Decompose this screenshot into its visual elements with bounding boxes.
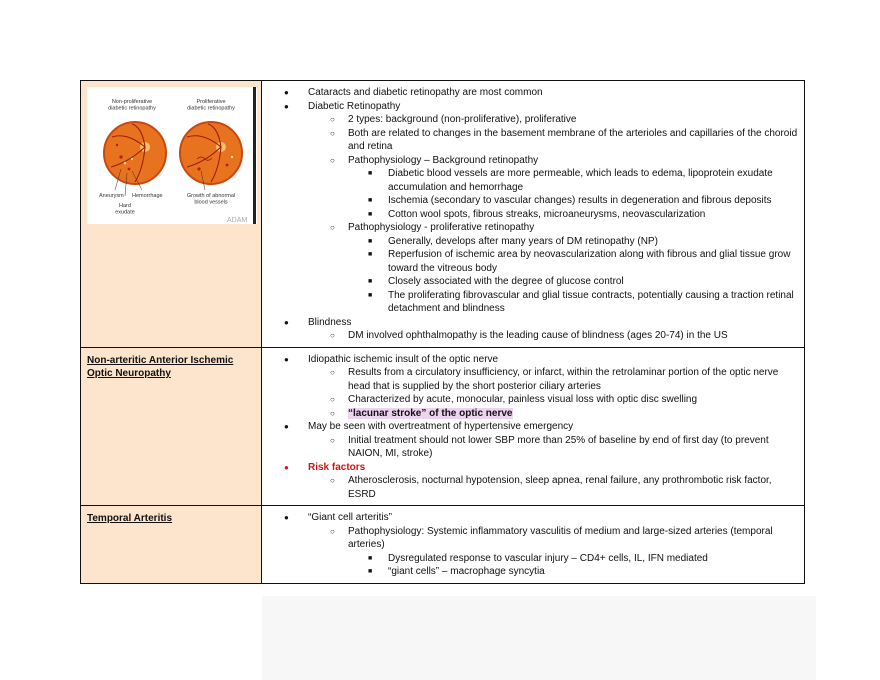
watermark: ADAM xyxy=(227,217,248,224)
list-item xyxy=(348,167,798,194)
list-item xyxy=(262,86,798,100)
list-item-text: Atherosclerosis, nocturnal hypotension, sleep apnea, renal failure, any prothrombotic risk factor, ESRD xyxy=(348,475,772,500)
list-item xyxy=(308,127,798,154)
row-header-cell xyxy=(81,81,262,348)
left-retina xyxy=(104,122,166,184)
list-item-text: Initial treatment should not lower SBP more than 25% of baseline by end of first day (to prevent NAION, MI, stroke) xyxy=(348,434,769,459)
sub-list xyxy=(308,474,798,501)
label-aneurysm: Aneurysm xyxy=(99,193,124,199)
list-item-text: Generally, develops after many years of DM retinopathy (NP) xyxy=(388,235,658,247)
list-item xyxy=(262,461,798,502)
list-item xyxy=(308,393,798,407)
list-item xyxy=(348,275,798,289)
list-item xyxy=(308,329,798,343)
table-row xyxy=(81,81,805,348)
list-item xyxy=(262,316,798,343)
bullet-list xyxy=(262,81,804,347)
list-item xyxy=(308,434,798,461)
list-item xyxy=(348,194,798,208)
row-label-naion: Non-arteritic Anterior Ischemic Optic Neuropathy xyxy=(87,354,234,379)
list-item xyxy=(308,154,798,222)
list-item xyxy=(308,366,798,393)
bullet-list xyxy=(262,348,804,506)
list-item xyxy=(308,407,798,421)
left-title: Non-proliferative diabetic retinopathy xyxy=(108,99,156,112)
list-item-text: Both are related to changes in the basement membrane of the arterioles and capillaries of the choroid and retina xyxy=(348,127,798,152)
row-content-cell xyxy=(262,81,805,348)
right-retina xyxy=(180,122,242,184)
list-item-text: Dysregulated response to vascular injury – CD4+ cells, IL, IFN mediated xyxy=(388,552,708,564)
sub-sub-list xyxy=(348,552,798,579)
list-item xyxy=(308,474,798,501)
list-item xyxy=(262,100,798,316)
list-item-text: Cotton wool spots, fibrous streaks, microaneurysms, neovascularization xyxy=(388,208,706,220)
list-item-text: Characterized by acute, monocular, painless visual loss with optic disc swelling xyxy=(348,394,698,405)
retinopathy-illustration xyxy=(87,87,257,224)
sub-sub-list xyxy=(348,235,798,316)
list-item xyxy=(348,289,798,316)
row-label-temporal-arteritis: Temporal Arteritis xyxy=(87,513,173,524)
list-item-text: DM involved ophthalmopathy is the leading cause of blindness (ages 20-74) in the US xyxy=(348,330,728,341)
list-item-text: Reperfusion of ischemic area by neovascularization along with fibrous and glial tissue grow toward the vitreous body xyxy=(388,249,791,274)
list-item xyxy=(348,208,798,222)
sub-list xyxy=(308,329,798,343)
sub-list xyxy=(308,525,798,579)
sub-sub-list xyxy=(348,167,798,221)
row-content-cell xyxy=(262,347,805,506)
sub-list xyxy=(308,113,798,316)
list-item xyxy=(262,420,798,461)
background-panel xyxy=(262,596,816,680)
list-item xyxy=(308,221,798,316)
list-item-text: Results from a circulatory insufficiency, or infarct, within the retrolaminar portion of the optic nerve head that is supplied by the short posterior ciliary arteries xyxy=(348,367,779,392)
label-hard-exudate: Hard exudate xyxy=(115,203,135,216)
row-header-cell xyxy=(81,506,262,584)
list-item-text: May be seen with overtreatment of hypertensive emergency xyxy=(308,421,574,432)
row-content-cell xyxy=(262,506,805,584)
list-item xyxy=(308,525,798,579)
list-item xyxy=(262,353,798,421)
list-item xyxy=(348,552,798,566)
notes-table xyxy=(80,80,805,584)
list-item-text: Pathophysiology: Systemic inflammatory vasculitis of medium and large-sized arteries (temporal arteries) xyxy=(348,525,773,550)
list-item-text: 2 types: background (non-proliferative), proliferative xyxy=(348,114,577,125)
retinopathy-figure xyxy=(87,87,257,224)
table-row xyxy=(81,506,805,584)
list-item-text: Closely associated with the degree of glucose control xyxy=(388,276,624,287)
list-item-text: Cataracts and diabetic retinopathy are most common xyxy=(308,87,543,98)
sub-list xyxy=(308,434,798,461)
bullet-list xyxy=(262,506,804,583)
list-item xyxy=(348,248,798,275)
list-item-text: “Giant cell arteritis” xyxy=(308,512,392,523)
label-hemorrhage: Hemorrhage xyxy=(132,193,163,199)
label-growth: Growth of abnormal blood vessels xyxy=(186,193,236,206)
risk-factors-heading: Risk factors xyxy=(308,461,366,473)
right-title: Proliferative diabetic retinopathy xyxy=(187,99,235,112)
list-item-text: Pathophysiology – Background retinopathy xyxy=(348,154,539,166)
list-item-text: Idiopathic ischemic insult of the optic nerve xyxy=(308,353,499,365)
list-item-text: Ischemia (secondary to vascular changes) results in degeneration and fibrous deposits xyxy=(388,195,772,206)
figure-edge-bar xyxy=(253,87,256,224)
highlighted-text: “lacunar stroke” of the optic nerve xyxy=(348,407,513,419)
sub-list xyxy=(308,366,798,420)
table-row xyxy=(81,347,805,506)
list-item-text: “giant cells” – macrophage syncytia xyxy=(388,566,545,577)
list-item xyxy=(262,511,798,579)
list-item xyxy=(308,113,798,127)
list-item-text: Pathophysiology - proliferative retinopathy xyxy=(348,222,535,233)
list-item-text: Blindness xyxy=(308,316,352,328)
list-item-text: Diabetic blood vessels are more permeable, which leads to edema, lipoprotein exudate accumulation and hemorrhage xyxy=(388,168,773,193)
list-item-text: The proliferating fibrovascular and glial tissue contracts, potentially causing a traction retinal detachment and blindness xyxy=(388,289,794,314)
list-item-text: Diabetic Retinopathy xyxy=(308,100,401,112)
list-item xyxy=(348,235,798,249)
list-item xyxy=(348,565,798,579)
row-header-cell xyxy=(81,347,262,506)
